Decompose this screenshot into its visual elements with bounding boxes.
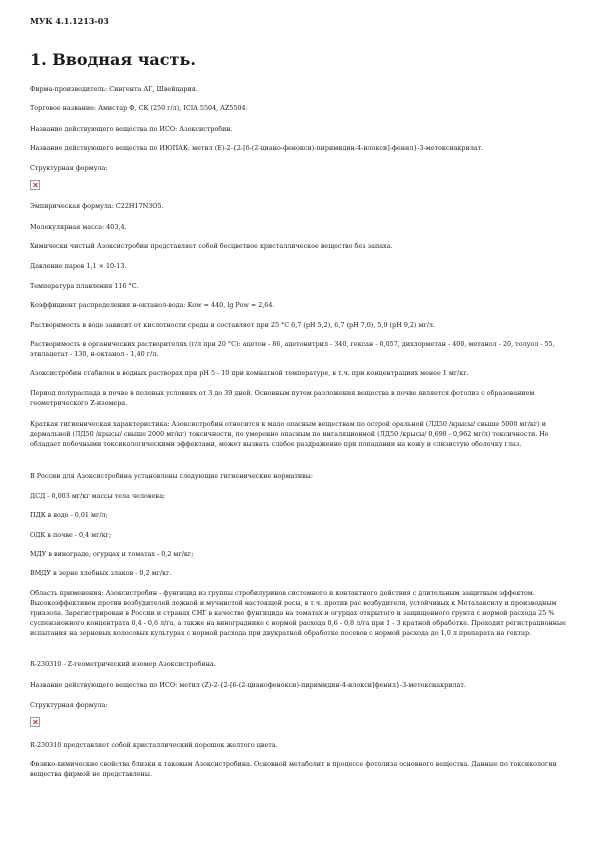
isomer-properties-paragraph: Физико-химические свойства близки к таковым Азоксистробина. Основной метаболит в процессе фотолиза основного вещества. Данные по токсикологии вещества фирмой не представлены. <box>30 760 557 778</box>
structural-formula-label-2: Структурная формула: <box>30 701 108 709</box>
application-paragraph: Область применения: Азоксистробин - фунгицид из группы стробилуринов системного и контактного действия с длительным защитным эффектом. Высокоэффективен против возбудителей ложной и мучнистой настоящей росы, в т.ч. против рас возбудителя, устойчивых к Металаксилу и производным триазола. Зарегистрирован в России и странах СНГ в качестве фунгицида на томатах и огурцах открытого и защищенного грунта с нормой расхода 25 % суспензионного концентрата 0,4 - 0,6 л/га, а также на винограднике с нормой расхода 0,6 - 0,8 л/га при 1 - 3 кратной обработке. Проходит регистрационные испытания на зерновых колосовых культурах с нормой расхода при двукратной обработке посевов с нормой расхода до 1,0 л препарата на гектар. <box>30 589 566 637</box>
broken-image-icon <box>30 180 40 190</box>
hygiene-paragraph: Краткая гигиеническая характеристика: Азоксистробин относится к мало опасным веществам по острой оральной (ЛД50 /крысы/ свыше 5000 мг/кг) и дермальной (ЛД50 /крысы/ свыше 2000 мг/кг) токсичности, по умеренно опасным по ингаляционной (ЛД50 /крысы/ 0,698 - 0,962 мг/л) токсичности. Не обладает побочными токсикологическими эффектами, может вызвать слабое раздражение при попадании на кожу и слизистую оболочку глаз. <box>30 420 549 448</box>
isomer-line: R-230310 - Z-геометрический изомер Азоксистробина. <box>30 660 216 668</box>
water-solubility-line: Растворимость в воде зависит от кислотности среды и составляет при 25 °С 6,7 (pH 5,2), 6,7 (pH 7,0), 5,9 (pH 9,2) мг/л. <box>30 321 435 329</box>
vapor-pressure-line: Давление паров 1,1 × 10-13. <box>30 262 127 270</box>
norms-intro-line: В России для Азоксистробина установлены следующие гигиенические нормативы: <box>30 472 313 480</box>
empirical-formula-line: Эмпирическая формула: C22H17N3O5. <box>30 202 164 210</box>
manufacturer-line: Фирма-производитель: Сингента АГ, Швейцария. <box>30 85 198 93</box>
norm-pdk-water: ПДК в воде - 0,01 мг/л; <box>30 511 108 519</box>
norm-dsd: ДСД - 0,003 мг/кг массы тела человека; <box>30 492 166 500</box>
trade-name-line: Торговое название: Амистар Ф, СК (250 г/л), ICIA 5504, AZ5504. <box>30 104 248 112</box>
norm-vmdu: ВМДУ в зерне хлебных злаков - 0,2 мг/кг. <box>30 569 172 577</box>
section-heading: 1. Вводная часть. <box>30 50 196 69</box>
partition-coefficient-line: Коэффициент распределения н-октанол-вода: Kow = 440, lg Pow = 2,64. <box>30 301 275 309</box>
norm-mdu: МДУ в винограде, огурцах и томатах - 0,2 мг/кг; <box>30 550 194 558</box>
structural-formula-label: Структурная формула: <box>30 164 108 172</box>
iupac-name-line: Название действующего вещества по ИЮПАК: метил (E)-2-{2-[6-(2-циано-фенокси)-пиримидин-4-илокси]-фенил}-3-метоксиакрилат. <box>30 144 484 152</box>
solvent-solubility-paragraph: Растворимость в органических растворителях (г/л при 20 °С): ацетон - 86, ацетонитрил - 340, гексан - 0,057, дихлорметан - 400, метанол - 20, толуол - 55, этилацетат - 130, н-октанол - 1,40 г/л. <box>30 340 555 358</box>
molecular-mass-line: Молекулярная масса: 403,4. <box>30 223 127 231</box>
appearance-line: Химически чистый Азоксистробин представляет собой бесцветное кристаллическое вещество без запаха. <box>30 242 393 250</box>
isomer-iso-name-line: Название действующего вещества по ИСО: метил (Z)-2-{2-[6-(2-цианофенокси)-пиримидин-4-илокси]фенил}-3-метоксиакрилат. <box>30 681 466 689</box>
broken-image-icon <box>30 717 40 727</box>
half-life-paragraph: Период полураспада в почве в полевых условиях от 3 до 39 дней. Основным путем разложения вещества в почве является фотолиз с образованием геометрического Z-изомера. <box>30 389 535 407</box>
isomer-appearance-line: R-230310 представляет собой кристаллический порошок желтого цвета. <box>30 741 278 749</box>
iso-name-line: Название действующего вещества по ИСО: Азоксистробин. <box>30 125 233 133</box>
norm-odk-soil: ОДК в почве - 0,4 мг/кг; <box>30 531 112 539</box>
melting-point-line: Температура плавления 116 °С. <box>30 282 139 290</box>
stability-line: Азоксистробин стабилен в водных растворах при pH 5 - 10 при комнатной температуре, в т.ч. при концентрациях менее 1 мг/кг. <box>30 369 469 377</box>
document-code: МУК 4.1.1213-03 <box>30 16 109 26</box>
